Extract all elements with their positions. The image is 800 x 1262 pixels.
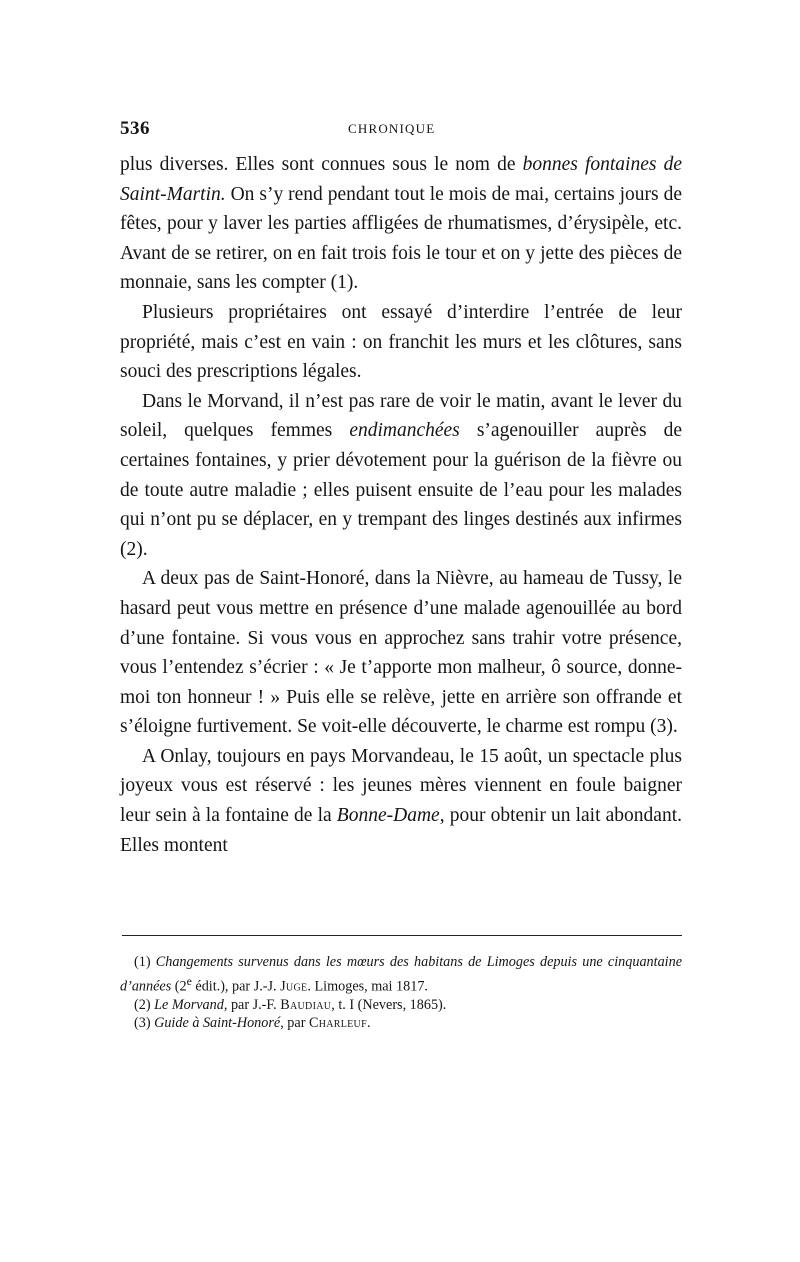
paragraph-2: Plusieurs propriétaires ont essayé d’interdire l’entrée de leur propriété, mais c’est en vain : on franchit les murs et les clôtures, sans souci des prescriptions légales. xyxy=(120,301,682,383)
footnote-2: (2) Le Morvand, par J.-F. Baudiau, t. I (Nevers, 1865). xyxy=(134,996,447,1013)
footnote-3: (3) Guide à Saint-Honoré, par Charleuf. xyxy=(134,1015,371,1032)
paragraph-4: A deux pas de Saint-Honoré, dans la Nièvre, au hameau de Tussy, le hasard peut vous mettre en présence d’une malade agenouillée au bord d’une fontaine. Si vous vous en approchez sans trahir votre présence, vous l’entendez s’écrier : « Je t’apporte mon malheur, ô source, donne-moi ton honneur ! » Puis elle se relève, jette en arrière son offrande et s’éloigne furtivement. Se voit-elle découverte, le charme est rompu (3). xyxy=(120,568,682,738)
page-header xyxy=(120,118,682,142)
footnote-divider xyxy=(122,935,682,936)
running-title: CHRONIQUE xyxy=(348,121,436,136)
page-number: 536 xyxy=(120,118,150,139)
footnotes xyxy=(120,953,682,1033)
paragraph-5: A Onlay, toujours en pays Morvandeau, le 15 août, un spectacle plus joyeux vous est réservé : les jeunes mères viennent en foule baigner leur sein à la fontaine de la Bonne-Dame, pour obtenir un lait abondant. Elles montent xyxy=(120,745,682,856)
paragraph-1: plus diverses. Elles sont connues sous le nom de bonnes fontaines de Saint-Martin. On s’y rend pendant tout le mois de mai, certains jours de fêtes, pour y laver les parties affligées de rhumatismes, d’érysipèle, etc. Avant de se retirer, on en fait trois fois le tour et on y jette des pièces de monnaie, sans les compter (1). xyxy=(120,154,682,294)
footnote-1: (1) Changements survenus dans les mœurs des habitans de Limoges depuis une cinquantaine d’années (2e édit.), par J.-J. Juge. Limoges, mai 1817. xyxy=(120,954,682,995)
body-text xyxy=(120,150,682,860)
paragraph-3: Dans le Morvand, il n’est pas rare de voir le matin, avant le lever du soleil, quelques femmes endimanchées s’agenouiller auprès de certaines fontaines, y prier dévotement pour la guérison de la fièvre ou de toute autre maladie ; elles puisent ensuite de l’eau pour les malades qui n’ont pu se déplacer, en y trempant des linges destinés aux infirmes (2). xyxy=(120,390,683,560)
